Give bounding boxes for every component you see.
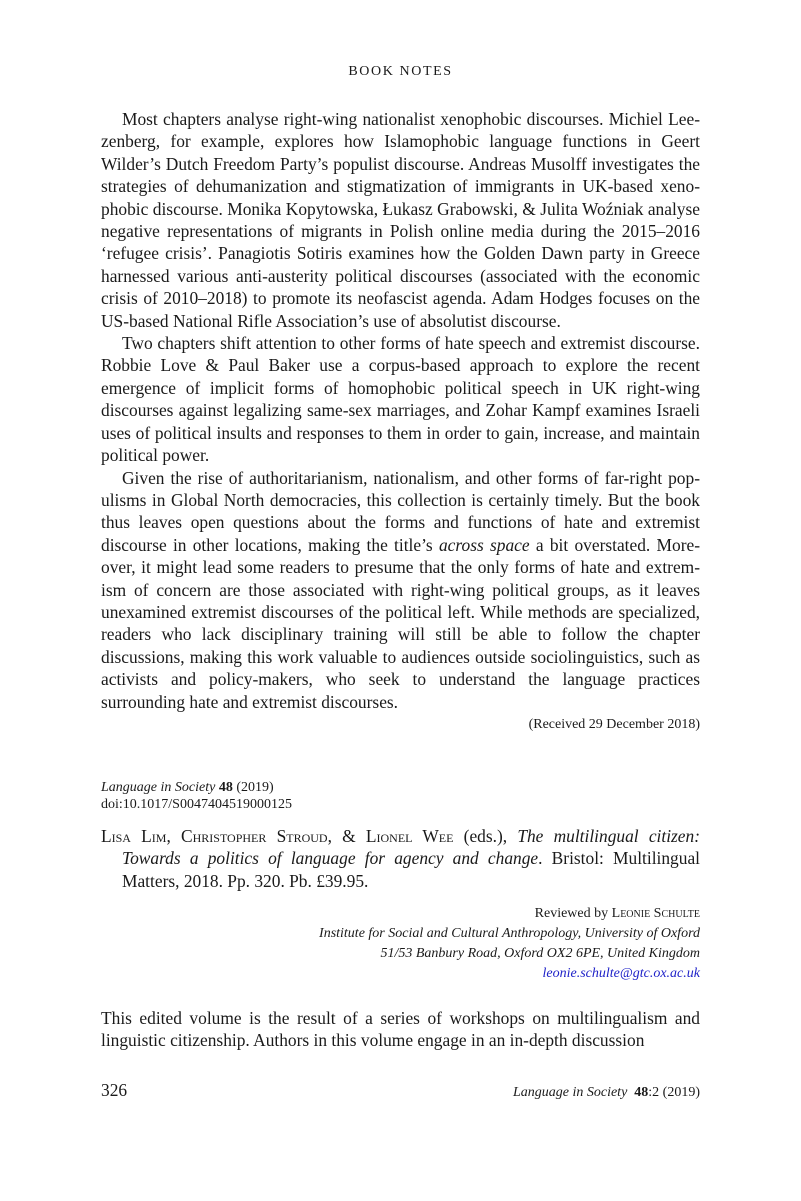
paragraph-2: Two chapters shift attention to other forms of hate speech and extremist discourse. Robbie Love & Paul Baker use a corpus-based approach to explore the recent emergence of implicit forms of homophobic political speech in UK right-wing discourses against legalizing same-sex marriages, and Zohar Kampf examines Israeli uses of political insults and responses to them in order to gain, increase, and maintain political power.: [101, 333, 700, 466]
citation-journal: Language in Society: [101, 780, 216, 795]
next-review-body: [101, 1007, 700, 1052]
paragraph-3-italic-phrase: across space: [438, 534, 530, 555]
page-footer: [101, 1080, 700, 1101]
received-date: (Received 29 December 2018): [528, 717, 700, 732]
editor-3: Lionel Wee: [365, 826, 454, 846]
editor-1: Lisa Lim: [101, 826, 167, 846]
book-title: The multilingual citizen: Towards a politics of language for agency and change: [122, 826, 701, 869]
reviewer-name: Leonie Schulte: [611, 906, 700, 921]
footer-issue-year: :2 (2019): [648, 1085, 700, 1100]
footer-volume: 48: [634, 1085, 649, 1100]
eds-label: (eds.),: [453, 826, 518, 846]
book-details: . Bristol: Multilingual Matters, 2018. Pp. 320. Pb. £39.95.: [122, 848, 700, 891]
paragraph-1: Most chapters analyse right-wing nationalist xenophobic discourses. Michiel Leezenberg, for example, explores how Islamophobic language functions in Geert Wilder’s Dutch Freedom Party’s populist discourse. Andreas Musolff investigates the strategies of dehumanization and stigmatization of immigrants in UK-based xenophobic discourse. Monika Kopytowska, Łukasz Grabowski, & Julita Woźniak analyse negative representations of migrants in Polish online media during the 2015–2016 ‘refugee crisis’. Panagiotis Sotiris examines how the Golden Dawn party in Greece harnessed various anti-austerity political discourses (associated with the economic crisis of 2010–2018) to promote its neofascist agenda. Adam Hodges focuses on the US-based National Rifle Association’s use of absolutist discourse.: [101, 109, 700, 331]
paragraph-3-text-a: Given the rise of authoritarianism, nationalism, and other forms of far-right populisms in Global North democracies, this collection is certainly timely. But the book thus leaves open questions about the forms and functions of hate and extremist discourse in other locations, making the title’s: [101, 467, 700, 555]
citation-journal-line: [101, 779, 292, 796]
running-head: BOOK NOTES: [348, 64, 453, 79]
book-bibliography: [101, 825, 700, 892]
reviewer-address: 51/53 Banbury Road, Oxford OX2 6PE, United Kingdom: [380, 946, 700, 961]
reviewer-block: [319, 904, 700, 984]
editor-separator: , &: [327, 826, 366, 846]
next-review-paragraph: This edited volume is the result of a series of workshops on multilingualism and linguistic citizenship. Authors in this volume engage in an in-depth discussion: [101, 1008, 700, 1051]
citation-year: (2019): [236, 780, 274, 795]
reviewed-by-label: Reviewed by: [534, 906, 612, 921]
editor-2: Christopher Stroud: [181, 826, 328, 846]
footer-journal-title: Language in Society: [512, 1085, 628, 1100]
reviewer-affiliation: Institute for Social and Cultural Anthropology, University of Oxford: [319, 926, 700, 941]
previous-review-body: [101, 108, 700, 713]
footer-journal: [513, 1085, 700, 1101]
editor-separator: ,: [166, 826, 181, 846]
citation-doi[interactable]: doi:10.1017/S0047404519000125: [101, 797, 292, 812]
reviewer-line: [319, 904, 700, 924]
reviewer-email-link[interactable]: leonie.schulte@gtc.ox.ac.uk: [542, 966, 700, 981]
journal-citation: [101, 779, 292, 813]
page-number: 326: [101, 1080, 128, 1100]
paragraph-3-text-b: a bit overstated. Moreover, it might lead some readers to presume that the only forms of hate and extremism of concern are those associated with right-wing political groups, as it leaves unexamined extremist discourses of the political left. While methods are specialized, readers who lack disciplinary training will still be able to follow the chapter discussions, making this work valuable to audiences outside sociolinguistics, such as activists and policy-makers, who seek to understand the language practices surrounding hate and extremist discourses.: [101, 534, 700, 712]
citation-volume: 48: [218, 780, 233, 795]
paragraph-3: [101, 467, 700, 713]
